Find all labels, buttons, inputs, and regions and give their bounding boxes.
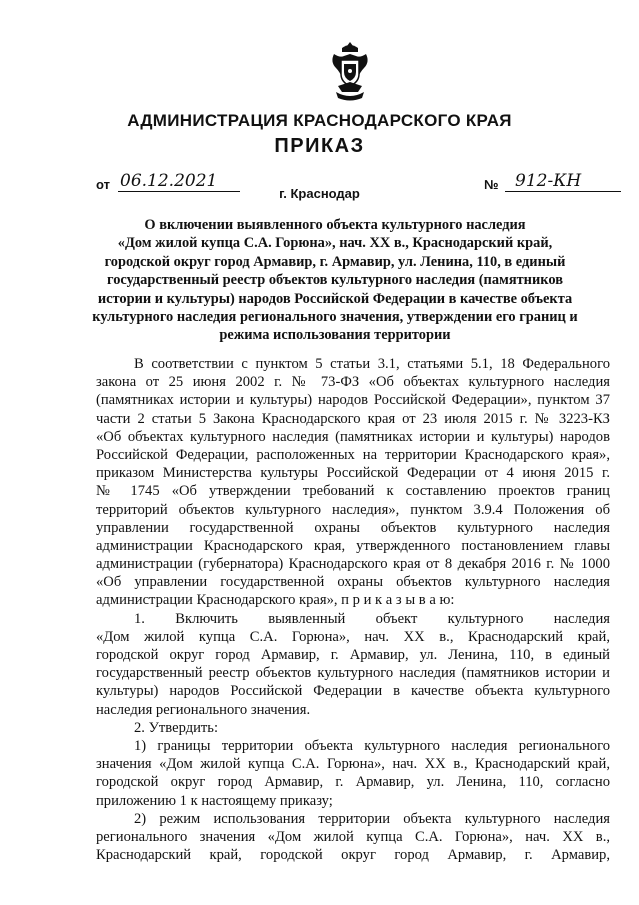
- body-line: «Дом жилой купца С.А. Горюна», нач. XX в., Краснодарский край,: [96, 628, 610, 645]
- body-line: Краснодарский край, городской округ город Армавир, г. Армавир,: [96, 847, 610, 864]
- title-line: государственный реестр объектов культурного наследия (памятников: [107, 272, 563, 289]
- body-line: 2) режим использования территории объекта культурного наследия: [134, 810, 610, 827]
- body-line: городской округ город Армавир, г. Армавир, ул. Ленина, 110, согласно: [96, 774, 610, 791]
- document-title: [84, 216, 586, 345]
- date-prefix: от: [96, 177, 110, 192]
- body-line: наследия регионального значения.: [96, 701, 311, 718]
- body-line: 2. Утвердить:: [134, 719, 219, 736]
- body-line: приложению 1 к настоящему приказу;: [96, 792, 333, 809]
- body-line: администрации Краснодарского края», п р и к а з ы в а ю:: [96, 592, 455, 609]
- body-line: администрации (губернатора) Краснодарского края от 8 декабря 2016 г. № 1000: [96, 556, 610, 573]
- body-line: «Об объектах культурного наследия (памятниках истории и культуры) народов: [96, 428, 610, 445]
- body-line: «Об управлении государственной охраны объектов культурного наследия: [96, 574, 610, 591]
- document-type: ПРИКАЗ: [274, 135, 365, 157]
- body-line: регионального значения «Дом жилой купца С.А. Горюна», нач. XX в.,: [96, 828, 610, 845]
- body-line: В соответствии с пунктом 5 статьи 3.1, статьями 5.1, 18 Федерального: [134, 356, 610, 372]
- body-line: части 2 статьи 5 Закона Краснодарского края от 23 июля 2015 г. № 3223-КЗ: [96, 410, 610, 427]
- body-line: управлении государственной охраны объектов культурного наследия: [96, 519, 610, 536]
- body-line: 1. Включить выявленный объект культурного наследия: [134, 610, 610, 627]
- title-line: «Дом жилой купца С.А. Горюна», нач. XX в., Краснодарский край,: [117, 235, 553, 252]
- body-line: закона от 25 июня 2002 г. № 73-ФЗ «Об объектах культурного наследия: [96, 374, 610, 391]
- body-line: государственный реестр объектов культурного наследия (памятников истории и: [96, 665, 610, 682]
- title-line: истории и культуры) народов Российской Федерации в качестве объекта: [97, 290, 573, 307]
- coat-of-arms-emblem: [328, 40, 372, 102]
- body-line: администрации Краснодарского края, утвержденного постановлением главы: [96, 537, 610, 554]
- document-body: [96, 355, 610, 864]
- body-line: 1) границы территории объекта культурного наследия регионального: [134, 737, 610, 754]
- number-prefix: №: [484, 177, 499, 192]
- date-value: 06.12.2021: [118, 171, 240, 192]
- title-line: режима использования территории: [219, 327, 451, 344]
- body-line: (памятниках истории и культуры) народов Российской Федерации», пунктом 37: [96, 392, 610, 409]
- body-line: приказом Министерства культуры Российской Федерации от 4 июня 2015 г.: [96, 465, 610, 482]
- city-name: г. Краснодар: [279, 186, 360, 201]
- body-line: № 1745 «Об утверждении требований к составлению проектов границ: [96, 483, 610, 500]
- body-line: территорий объектов культурного наследия», пунктом 3.9.4 Положения об: [96, 501, 610, 518]
- title-line: городской округ город Армавир, г. Армавир, ул. Ленина, 110, в единый: [104, 253, 566, 270]
- body-line: городской округ город Армавир, г. Армавир, ул. Ленина, 110, в единый: [96, 647, 610, 663]
- body-line: культуры) народов Российской Федерации в качестве объекта культурного: [96, 683, 610, 700]
- body-line: Российской Федерации, расположенных на территории Краснодарского края»,: [96, 446, 610, 463]
- title-line: культурного наследия регионального значения, утверждении его границ и: [92, 309, 578, 326]
- organization-name: АДМИНИСТРАЦИЯ КРАСНОДАРСКОГО КРАЯ: [127, 111, 512, 130]
- title-line: О включении выявленного объекта культурного наследия: [144, 217, 526, 233]
- body-line: значения «Дом жилой купца С.А. Горюна», нач. XX в., Краснодарский край,: [96, 756, 610, 773]
- number-value: 912-КН: [505, 171, 621, 192]
